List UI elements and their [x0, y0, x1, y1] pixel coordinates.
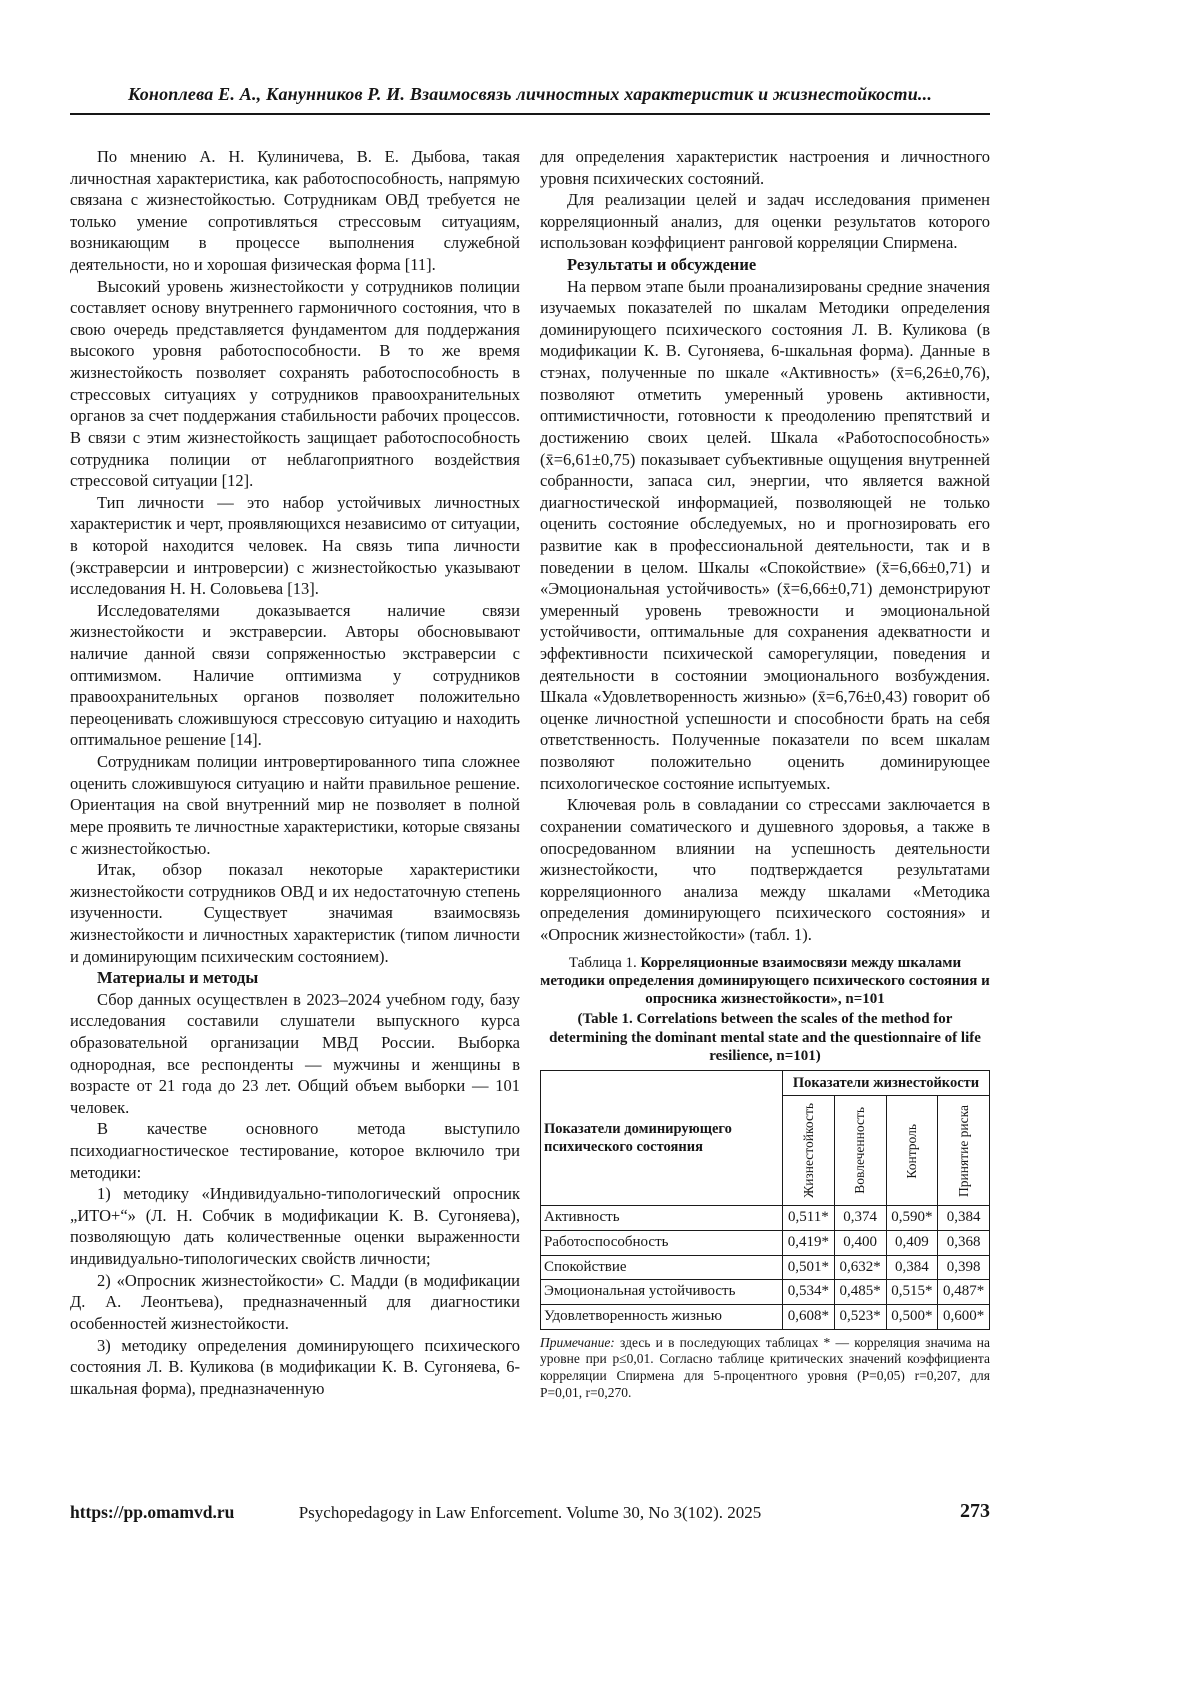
- page-footer: [70, 1500, 990, 1532]
- table-corner-header: Показатели доминирующего психического состояния: [541, 1071, 783, 1206]
- body-paragraph: Высокий уровень жизнестойкости у сотрудников полиции составляет основу внутреннего гармоничного состояния, что в свою очередь представляется фундаментом для поддержания высокого уровня работоспособности. В то же время жизнестойкость позволяет сохранять работоспособность в стрессовых ситуациях у сотрудников правоохранительных органов за счет поддержания стабильности рабочих процессов. В связи с этим жизнестойкость защищает работоспособность сотрудника полиции от неблагоприятного воздействия стрессовой ситуации [12].: [70, 276, 520, 491]
- table-cell: 0,632*: [834, 1255, 886, 1280]
- table-note-label: Примечание:: [540, 1334, 615, 1350]
- table-cell: 0,515*: [886, 1280, 938, 1305]
- table-caption-ru-text: Корреляционные взаимосвязи между шкалами методики определения доминирующего психического состояния и опросника жизнестойкости», n=101: [540, 954, 990, 1008]
- table-cell: 0,409: [886, 1230, 938, 1255]
- table-cell: 0,374: [834, 1206, 886, 1231]
- right-column: [540, 146, 990, 1401]
- table-header-row: [541, 1071, 990, 1096]
- table-row: [541, 1206, 990, 1231]
- body-paragraph: Тип личности — это набор устойчивых личностных характеристик и черт, проявляющихся независимо от ситуации, в которой находится человек. На связь типа личности (экстраверсии и интроверсии) с жизнестойкостью указывают исследования Н. Н. Соловьева [13].: [70, 492, 520, 599]
- footer-url: https://pp.omamvd.ru: [70, 1502, 235, 1522]
- table-row: [541, 1255, 990, 1280]
- table-cell: 0,500*: [886, 1304, 938, 1329]
- table-row: [541, 1230, 990, 1255]
- table-caption-en: (Table 1. Correlations between the scales of the method for determining the dominant mental state and the questionnaire of life resilience, n=101): [549, 1011, 981, 1065]
- table-column-header: [886, 1096, 938, 1206]
- table-caption-ru-label: Таблица 1.: [568, 954, 637, 971]
- two-column-body: [70, 146, 990, 1401]
- correlation-table: [540, 1070, 990, 1329]
- table-column-header: [783, 1096, 835, 1206]
- body-paragraph: для определения характеристик настроения и личностного уровня психических состояний.: [540, 147, 990, 188]
- list-item-paragraph: 1) методику «Индивидуально-типологический опросник „ИТО+“» (Л. Н. Собчик в модификации К. В. Сугоняева), позволяющую дать количественные оценки выраженности индивидуально-типологических свойств личности;: [70, 1184, 520, 1269]
- list-item-paragraph: 2) «Опросник жизнестойкости» С. Мадди (в модификации Д. А. Леонтьева), предназначенный для диагностики особенностей жизнестойкости.: [70, 1270, 520, 1333]
- table-row-label: Активность: [541, 1206, 783, 1231]
- table-column-header-label: Принятие риска: [955, 1104, 971, 1197]
- table-row: [541, 1304, 990, 1329]
- body-paragraph: В качестве основного метода выступило психодиагностическое тестирование, которое включило три методики:: [70, 1119, 520, 1182]
- table-cell: 0,523*: [834, 1304, 886, 1329]
- table-row-label: Эмоциональная устойчивость: [541, 1280, 783, 1305]
- body-paragraph: Сотрудникам полиции интровертированного типа сложнее оценить сложившуюся ситуацию и найти правильное решение. Ориентация на свой внутренний мир не позволяет в полной мере проявить те личностные характеристики, которые связаны с жизнестойкостью.: [70, 752, 520, 858]
- body-paragraph: По мнению А. Н. Кулиничева, В. Е. Дыбова, такая личностная характеристика, как работоспособность, напрямую связана с жизнестойкостью. Сотрудникам ОВД требуется не только умение сопротивляться стрессовым ситуациям, возникающим в процессе выполнения служебной деятельности, но и хорошая физическая форма [11].: [70, 147, 520, 275]
- footer-page-number: 273: [960, 1500, 990, 1522]
- table-cell: 0,485*: [834, 1280, 886, 1305]
- table-row-label: Работоспособность: [541, 1230, 783, 1255]
- running-head: Коноплева Е. А., Канунников Р. И. Взаимосвязь личностных характеристик и жизнестойкости...: [127, 84, 933, 104]
- table-cell: 0,368: [938, 1230, 990, 1255]
- table-column-header: [834, 1096, 886, 1206]
- table-cell: 0,600*: [938, 1304, 990, 1329]
- table-column-header: [938, 1096, 990, 1206]
- header-rule: [70, 113, 990, 115]
- table-cell: 0,608*: [783, 1304, 835, 1329]
- table-row: [541, 1280, 990, 1305]
- table-cell: 0,400: [834, 1230, 886, 1255]
- table-column-header-label: Вовлеченность: [852, 1107, 868, 1195]
- footer-journal-line: Psychopedagogy in Law Enforcement. Volume 30, No 3(102). 2025: [298, 1503, 762, 1522]
- table-row-label: Удовлетворенность жизнью: [541, 1304, 783, 1329]
- body-paragraph: Итак, обзор показал некоторые характеристики жизнестойкости сотрудников ОВД и их недостаточную степень изученности. Существует значимая взаимосвязь жизнестойкости и личностных характеристик (типом личности и доминирующим психическим состоянием).: [70, 860, 520, 966]
- body-paragraph: Ключевая роль в совладании со стрессами заключается в сохранении соматического и душевного здоровья, а также в опосредованном влиянии на успешность деятельности жизнестойкости, что подтверждается результатами корреляционного анализа между шкалами «Методика определения доминирующего психического состояния» и «Опросник жизнестойкости» (табл. 1).: [540, 795, 990, 944]
- table-cell: 0,501*: [783, 1255, 835, 1280]
- table-column-header-label: Контроль: [904, 1123, 920, 1179]
- table-cell: 0,511*: [783, 1206, 835, 1231]
- body-paragraph: Сбор данных осуществлен в 2023–2024 учебном году, базу исследования составили слушатели выпускного курса образовательной организации МВД России. Выборка однородная, все респонденты — мужчины и женщины в возрасте от 21 года до 23 лет. Общий объем выборки — 101 человек.: [70, 989, 520, 1117]
- body-paragraph: Для реализации целей и задач исследования применен корреляционный анализ, для оценки результатов которого использован коэффициент ранговой корреляции Спирмена.: [540, 190, 990, 253]
- table-note: [540, 1335, 990, 1402]
- section-heading-methods: Материалы и методы: [97, 968, 259, 988]
- table-cell: 0,419*: [783, 1230, 835, 1255]
- table-cell: 0,590*: [886, 1206, 938, 1231]
- table-note-text: здесь и в последующих таблицах * — корреляция значима на уровне при p≤0,01. Согласно таблице критических значений коэффициента корреляции Спирмена для 5-процентного уровня (Р=0,05) r=0,207, для Р=0,01, r=0,270.: [540, 1334, 991, 1400]
- table-cell: 0,384: [938, 1206, 990, 1231]
- body-paragraph: На первом этапе были проанализированы средние значения изучаемых показателей по шкалам Методики определения доминирующего психического состояния Л. В. Куликова (в модификации К. В. Сугоняева, 6-шкальная форма). Данные в стэнах, полученные по шкале «Активность» (x̄=6,26±0,76), позволяют отметить умеренный уровень активности, оптимистичности, готовности к преодолению препятствий и достижению своих целей. Шкала «Работоспособность» (x̄=6,61±0,75) показывает субъективные ощущения внутренней собранности, запаса сил, энергии, что является важной диагностической информацией, позволяющей не только оценить состояние обследуемых, но и прогнозировать его развитие как в профессиональной деятельности, так и в поведении в целом. Шкалы «Спокойствие» (x̄=6,66±0,71) и «Эмоциональная устойчивость» (x̄=6,66±0,71) демонстрируют умеренный уровень тревожности и эмоциональной устойчивости, оптимальные для сохранения адекватности и эффективности психической саморегуляции, поведения и деятельности в состоянии эмоционального возбуждения. Шкала «Удовлетворенность жизнью» (x̄=6,76±0,43) говорит об оценке личностной успешности и способности брать на себя ответственность. Полученные показатели по всем шкалам позволяют положительно оценить доминирующее психологическое состояние испытуемых.: [540, 276, 990, 793]
- table-column-header-label: Жизнестойкость: [800, 1103, 816, 1199]
- section-heading-results: Результаты и обсуждение: [567, 255, 757, 275]
- table-cell: 0,487*: [938, 1280, 990, 1305]
- table-caption-ru: [540, 954, 990, 1009]
- table-cell: 0,398: [938, 1255, 990, 1280]
- body-paragraph: Исследователями доказывается наличие связи жизнестойкости и экстраверсии. Авторы обосновывают наличие данной связи сопряженностью экстраверсии с оптимизмом. Наличие оптимизма у сотрудников правоохранительных органов позволяет положительно переоценивать сложившуюся стрессовую ситуацию и находить оптимальное решение [14].: [70, 600, 520, 750]
- table-group-header: Показатели жизнестойкости: [783, 1071, 990, 1096]
- table-row-label: Спокойствие: [541, 1255, 783, 1280]
- table-1-block: [540, 954, 990, 1402]
- table-cell: 0,534*: [783, 1280, 835, 1305]
- left-column: [70, 146, 520, 1401]
- table-cell: 0,384: [886, 1255, 938, 1280]
- list-item-paragraph: 3) методику определения доминирующего психического состояния Л. В. Куликова (в модификации К. В. Сугоняева, 6-шкальная форма), предназначенную: [70, 1335, 520, 1398]
